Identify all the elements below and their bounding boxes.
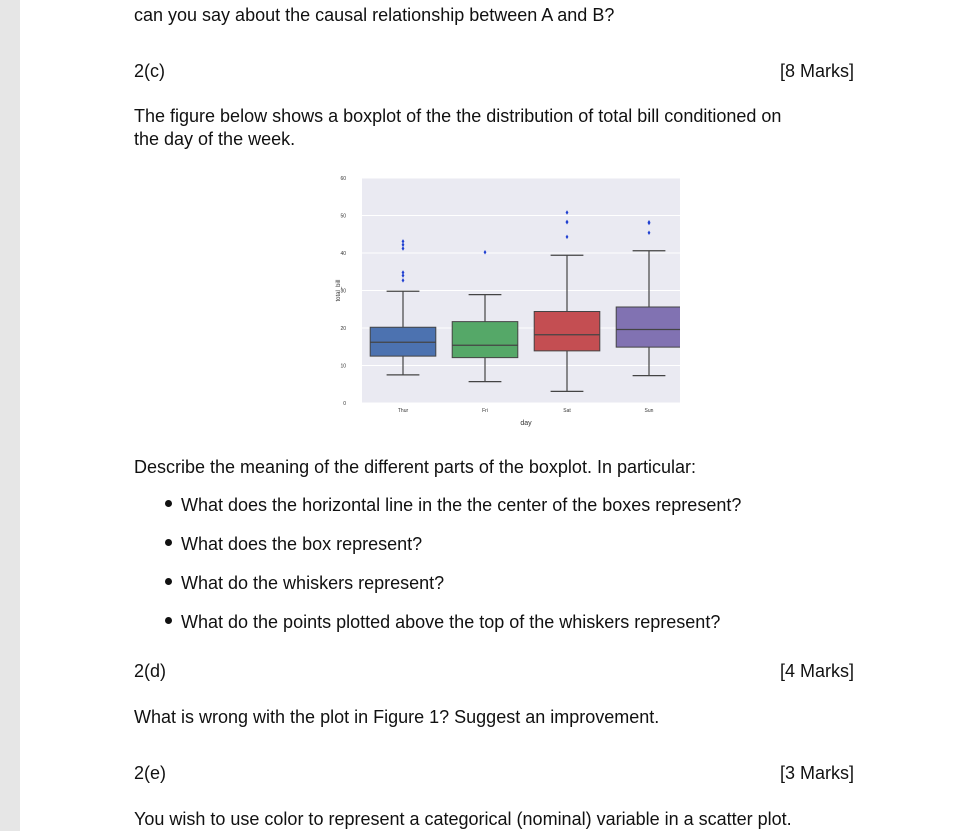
y-tick-label: 30	[340, 288, 346, 295]
bullet-item: What does the box represent?	[181, 534, 423, 554]
bullet-marker	[165, 617, 172, 624]
bullet-marker	[165, 539, 172, 546]
question-2c-label: 2(c)	[134, 61, 165, 81]
boxplot-figure	[300, 170, 680, 432]
bullet-item: What do the points plotted above the top of the whiskers represent?	[181, 612, 721, 632]
y-tick-label: 60	[340, 176, 346, 182]
y-tick-label: 40	[340, 251, 346, 257]
bullet-marker	[165, 578, 172, 585]
x-tick-label: Sat	[563, 408, 571, 414]
x-tick-label: Thur	[397, 408, 409, 414]
question-2d-marks: [4 Marks]	[779, 661, 854, 681]
question-2e-marks: [3 Marks]	[779, 763, 854, 783]
box-rect	[616, 307, 680, 347]
box-rect	[452, 322, 518, 358]
y-tick-label: 50	[340, 213, 346, 220]
question-2d-label: 2(d)	[134, 661, 167, 681]
y-tick-label: 0	[343, 401, 346, 407]
question-2c-text-line1: The figure below shows a boxplot of the the distribution of total bill conditioned on	[134, 106, 782, 126]
question-2e-label: 2(e)	[134, 763, 167, 783]
x-tick-label: Sun	[644, 408, 654, 414]
intro-line: can you say about the causal relationship between A and B?	[134, 5, 615, 25]
question-2c-marks: [8 Marks]	[779, 61, 854, 81]
bullet-item: What does the horizontal line in the the center of the boxes represent?	[181, 495, 742, 515]
y-tick-label: 10	[340, 363, 346, 370]
box-rect	[534, 312, 600, 351]
describe-prompt: Describe the meaning of the different parts of the boxplot. In particular:	[134, 457, 696, 477]
x-tick-labels	[398, 408, 654, 414]
question-2d-text: What is wrong with the plot in Figure 1? Suggest an improvement.	[134, 707, 660, 727]
x-axis-label: day	[520, 420, 532, 427]
y-axis-label: total_bill	[336, 279, 342, 302]
question-2e-text: You wish to use color to represent a categorical (nominal) variable in a scatter plot.	[134, 809, 792, 829]
x-tick-label: Fri	[482, 408, 488, 414]
bullet-marker	[165, 500, 172, 507]
bullet-item: What do the whiskers represent?	[181, 573, 445, 593]
document-page	[20, 0, 958, 831]
question-2c-text-line2: the day of the week.	[134, 129, 296, 149]
y-tick-label: 20	[340, 326, 346, 332]
